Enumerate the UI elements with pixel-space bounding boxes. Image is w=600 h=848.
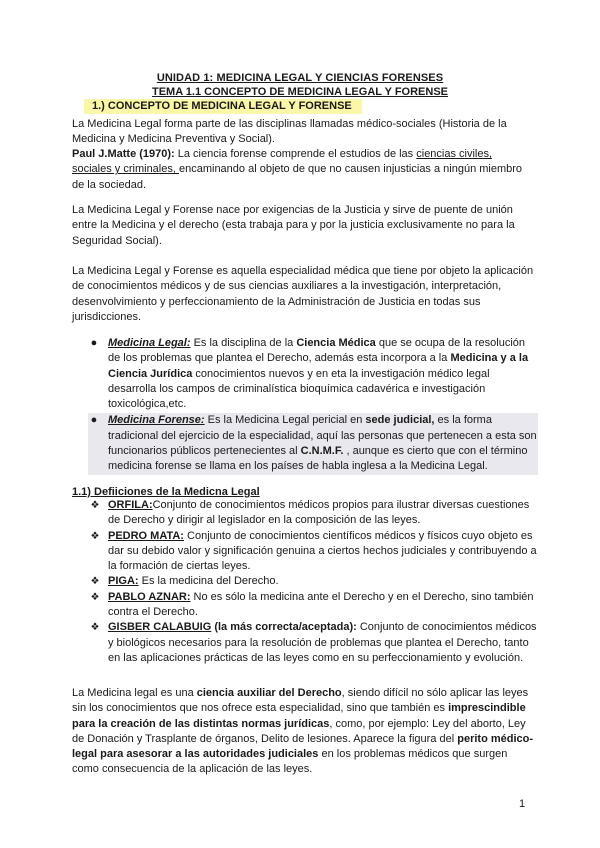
definition-text: Es la medicina del Derecho. <box>138 575 279 588</box>
paragraph-intro: La Medicina Legal forma parte de las disciplinas llamadas médico-sociales (Historia de la Medicina y Medicina Preventiva y Social). <box>72 118 507 146</box>
text-segment: Es la disciplina de la <box>190 337 297 349</box>
term: Medicina Legal: <box>108 337 191 349</box>
bold-segment: imprescindible para la creación de las distintas normas jurídicas <box>72 702 526 730</box>
definition-author: PIGA: <box>108 575 139 588</box>
definition-item <box>88 590 538 621</box>
text-segment: es la forma tradicional del ejercicio de la especialidad, aquí las personas que pertenecen a esta son funcionarios públicos pertenecientes al <box>108 414 537 458</box>
definition-note: (la más correcta/aceptada): <box>211 621 357 634</box>
definition-author: PEDRO MATA: <box>108 529 184 542</box>
list-item-medicina-legal <box>88 336 538 412</box>
author-name: Paul J.Matte (1970): <box>72 148 175 160</box>
definition-text: Conjunto de conocimientos médicos y biológicos necesarios para la resolución de problemas que plantea el Derecho, tanto en las aplicaciones prácticas de las leyes como en su perfeccionamiento y evolución. <box>108 621 537 664</box>
unit-title: UNIDAD 1: MEDICINA LEGAL Y CIENCIAS FORENSES <box>156 72 444 84</box>
diamond-star-icon: ❖ <box>90 500 100 511</box>
text-segment: conocimientos nuevos y en eta la investigación médico legal desarrolla los campos de criminalística bioquímica cadavérica e investigación toxicológica,etc. <box>108 367 490 411</box>
text-segment: que se ocupa de la resolución de los problemas que plantea el Derecho, además esta incorpora a la <box>108 337 526 365</box>
text-segment: La ciencia forense comprende el estudios de las <box>174 148 417 160</box>
bullet-icon: ● <box>90 414 98 427</box>
text-segment: , aunque es cierto que con el término medicina forense se llama en los países de habla inglesa a la Medicina Legal. <box>108 445 528 473</box>
definition-item <box>88 620 538 666</box>
bullet-list <box>88 336 538 476</box>
definition-text: Conjunto de conocimientos médicos propios para ilustrar diversas cuestiones de Derecho y dirigir al legislador en la composición de las leyes. <box>108 499 530 527</box>
text-segment: La Medicina legal es una <box>72 687 197 699</box>
topic-title: TEMA 1.1 CONCEPTO DE MEDICINA LEGAL Y FORENSE <box>151 86 449 98</box>
bold-segment: sede judicial, <box>365 414 435 427</box>
text-segment: , como, por ejemplo: Ley del aborto, Ley de Donación y Trasplante de órganos, Delito de lesiones. Aparece la figura del <box>72 717 526 745</box>
bullet-icon: ● <box>90 337 98 349</box>
section-heading-definitions: 1.1) Defiiciones de la Medicna Legal <box>72 486 260 498</box>
bold-segment: perito médico-legal para asesorar a las autoridades judiciales <box>72 732 534 761</box>
text-segment: Es la Medicina Legal pericial en <box>204 414 366 427</box>
definition-text: Conjunto de conocimientos científicos médicos y físicos cuyo objeto es dar su debido valor y significación genuina a ciertos hechos judiciales y contribuyendo a la formación de ciertas leyes. <box>108 529 537 573</box>
bold-segment: C.N.M.F. <box>300 445 344 458</box>
page-number: 1 <box>519 798 526 810</box>
text-segment: encaminando al objeto de que no causen injusticias a ningún miembro de la sociedad. <box>72 163 523 191</box>
term: Medicina Forense: <box>108 414 205 427</box>
definitions-list <box>88 498 538 666</box>
definition-text: No es sólo la medicina ante el Derecho y en el Derecho, sino también contra el Derecho. <box>108 590 534 619</box>
underlined-segment: ciencias civiles, sociales y criminales, <box>72 148 493 176</box>
bold-segment: Medicina y a la Ciencia Jurídica <box>108 352 529 380</box>
section-heading-concept: 1.) CONCEPTO DE MEDICINA LEGAL Y FORENSE <box>84 99 362 114</box>
bold-segment: ciencia auxiliar del Derecho <box>196 687 342 699</box>
definition-author: GISBER CALABUIG <box>108 621 212 634</box>
bold-segment: Ciencia Médica <box>296 337 376 349</box>
paragraph-matte <box>72 147 534 193</box>
definition-item <box>88 529 538 575</box>
diamond-star-icon: ❖ <box>90 530 100 542</box>
diamond-star-icon: ❖ <box>90 576 100 588</box>
definition-author: PABLO AZNAR: <box>108 590 191 603</box>
diamond-star-icon: ❖ <box>90 622 100 634</box>
definition-author: ORFILA: <box>108 499 153 511</box>
paragraph-origin: La Medicina Legal y Forense nace por exigencias de la Justicia y sirve de puente de unión entre la Medicina y el derecho (esta trabaja para y por la justicia exclusivamente no para la Seguridad Social). <box>72 204 515 247</box>
paragraph-auxiliary-science <box>72 686 534 778</box>
paragraph-definition: La Medicina Legal y Forense es aquella especialidad médica que tiene por objeto la aplicación de conocimientos médicos y de sus ciencias auxiliares a la investigación, interpretación, desenvolvimiento y perfeccionamiento de la Administración de Justicia en todas sus jurisdicciones. <box>72 265 534 323</box>
text-segment: en los problemas médicos que surgen como consecuencia de la aplicación de las leyes. <box>72 748 508 776</box>
diamond-star-icon: ❖ <box>90 591 100 603</box>
list-item-medicina-forense <box>88 413 538 474</box>
definition-item <box>88 498 538 529</box>
text-segment: , siendo difícil no sólo aplicar las leyes sin los conocimientos que nos ofrece esta especialidad, sino que también es <box>72 687 529 715</box>
definition-item <box>88 574 538 589</box>
